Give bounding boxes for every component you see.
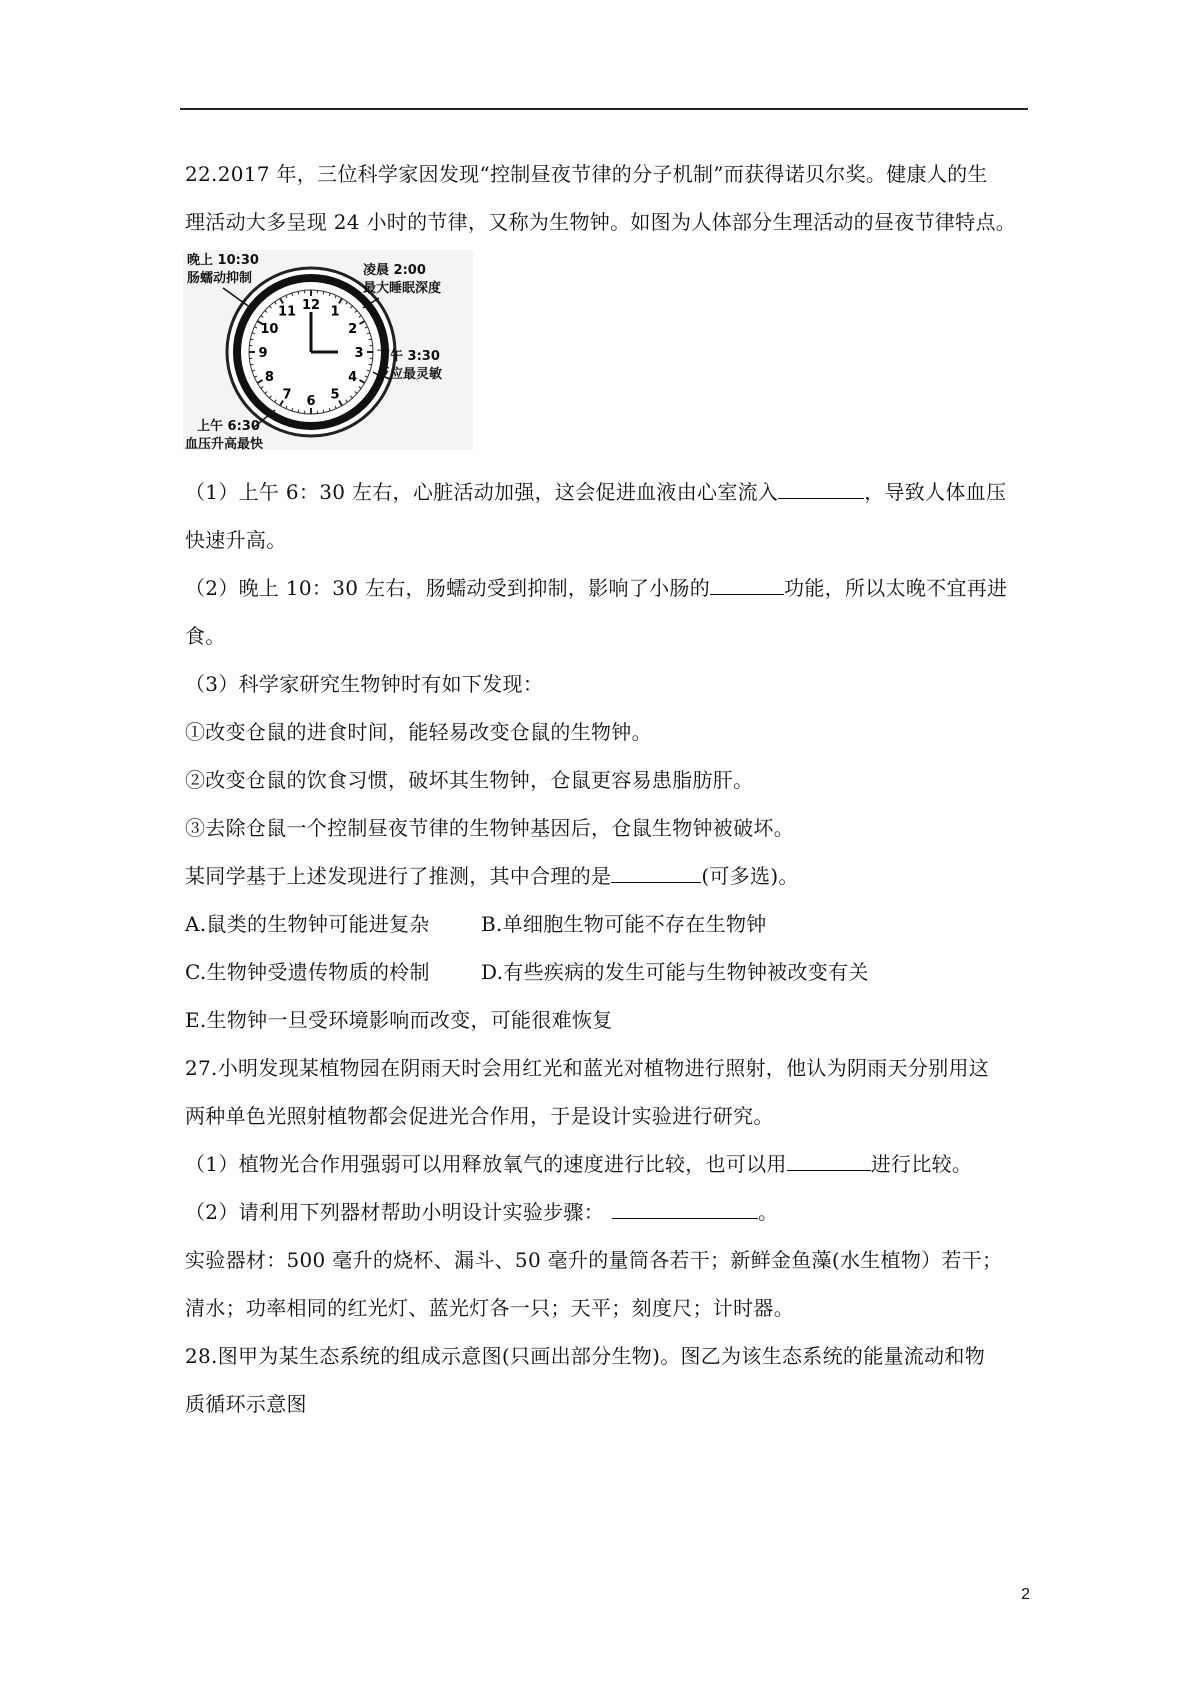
q22-s2-text-b: 功能，所以太晚不宜再进 bbox=[784, 576, 1008, 600]
clock-numeral: 9 bbox=[258, 346, 268, 361]
clock-tick bbox=[369, 339, 372, 340]
finding-1: ①改变仓鼠的进食时间，能轻易改变仓鼠的生物钟。 bbox=[185, 720, 652, 744]
label-bl-desc: 血压升高最快 bbox=[185, 437, 264, 450]
q22-line1: 22.2017 年，三位科学家因发现“控制昼夜节律的分子机制”而获得诺贝尔奖。健康人的生 bbox=[185, 162, 988, 186]
finding-2: ②改变仓鼠的饮食习惯，破坏其生物钟，仓鼠更容易患脂肪肝。 bbox=[185, 768, 754, 792]
answer-blank-3[interactable] bbox=[611, 862, 701, 883]
clock-figure bbox=[183, 250, 473, 450]
option-b: B.单细胞生物可能不存在生物钟 bbox=[481, 912, 767, 936]
label-tr-time: 凌晨 2:00 bbox=[363, 263, 426, 278]
q27-materials-2: 清水；功率相同的红光灯、蓝光灯各一只；天平；刻度尺；计时器。 bbox=[185, 1296, 794, 1320]
label-r-time: 下午 3:30 bbox=[377, 349, 440, 364]
header-rule bbox=[180, 108, 1028, 110]
option-a: A.鼠类的生物钟可能进复杂 bbox=[185, 912, 430, 936]
answer-blank-2[interactable] bbox=[710, 574, 784, 595]
clock-diagram bbox=[183, 250, 473, 450]
q27-s1-text-b: 进行比较。 bbox=[870, 1152, 973, 1176]
q22-s3: （3）科学家研究生物钟时有如下发现： bbox=[185, 672, 544, 696]
clock-numeral: 5 bbox=[330, 387, 340, 403]
answer-blank-4[interactable] bbox=[787, 1150, 871, 1171]
clock-numeral: 7 bbox=[282, 387, 292, 403]
q27-s1 bbox=[185, 1148, 1028, 1177]
q22-s1-line2: 快速升高。 bbox=[185, 528, 287, 552]
clock-numeral: 10 bbox=[260, 322, 279, 337]
label-r-desc: 反应最灵敏 bbox=[377, 367, 443, 382]
q27-line1: 27.小明发现某植物园在阴雨天时会用红光和蓝光对植物进行照射，他认为阴雨天分别用这 bbox=[185, 1056, 990, 1080]
clock-numeral: 12 bbox=[301, 298, 321, 313]
label-tl-time: 晚上 10:30 bbox=[187, 253, 259, 268]
clock-numeral: 3 bbox=[354, 346, 364, 361]
clock-numeral: 2 bbox=[348, 322, 358, 337]
clock-tick bbox=[298, 291, 299, 294]
option-d: D.有些疾病的发生可能与生物钟被改变有关 bbox=[481, 960, 869, 984]
label-bl-time: 上午 6:30 bbox=[197, 419, 260, 434]
q28-line1: 28.图甲为某生态系统的组成示意图(只画出部分生物)。图乙为该生态系统的能量流动和物 bbox=[185, 1344, 986, 1368]
q22-s1-text-a: （1）上午 6：30 左右，心脏活动加强，这会促进血液由心室流入 bbox=[185, 480, 779, 504]
q22-s2-line2: 食。 bbox=[185, 624, 226, 648]
page-number: 2 bbox=[1021, 1586, 1030, 1603]
label-tr-desc: 最大睡眠深度 bbox=[363, 281, 442, 296]
q27-s2 bbox=[185, 1196, 1028, 1225]
clock-tick bbox=[323, 410, 324, 413]
label-tl-desc: 肠蠕动抑制 bbox=[187, 271, 253, 286]
option-e: E.生物钟一旦受环境影响而改变，可能很难恢复 bbox=[185, 1008, 613, 1032]
q22-line2: 理活动大多呈现 24 小时的节律，又称为生物钟。如图为人体部分生理活动的昼夜节律特点。 bbox=[185, 210, 1017, 234]
q22-ask bbox=[185, 860, 1028, 889]
clock-tick bbox=[250, 364, 253, 365]
clock-numeral: 1 bbox=[330, 304, 340, 320]
options-row-2 bbox=[185, 956, 1028, 985]
clock-numeral: 6 bbox=[306, 394, 316, 409]
clock-numeral: 4 bbox=[348, 370, 358, 385]
q28-line2: 质循环示意图 bbox=[185, 1392, 307, 1416]
q27-s1-text-a: （1）植物光合作用强弱可以用释放氧气的速度进行比较，也可以用 bbox=[185, 1152, 787, 1176]
q27-s2-text-b: 。 bbox=[758, 1200, 779, 1224]
clock-tick bbox=[298, 410, 299, 413]
q22-ask-text: 某同学基于上述发现进行了推测，其中合理的是 bbox=[185, 864, 612, 888]
option-c: C.生物钟受遗传物质的柃制 bbox=[185, 960, 430, 984]
q22-s2-line1 bbox=[185, 572, 1028, 601]
options-row-1 bbox=[185, 908, 1028, 937]
answer-blank-1[interactable] bbox=[778, 478, 864, 499]
clock-tick bbox=[323, 291, 324, 294]
q22-s2-text-a: （2）晚上 10：30 左右，肠蠕动受到抑制，影响了小肠的 bbox=[185, 576, 711, 600]
q22-s1-line1 bbox=[185, 476, 1028, 505]
q27-s2-text-a: （2）请利用下列器材帮助小明设计实验步骤： bbox=[185, 1200, 605, 1224]
q22-s1-text-b: ，导致人体血压 bbox=[864, 480, 1007, 504]
clock-tick bbox=[369, 364, 372, 365]
answer-blank-5[interactable] bbox=[612, 1198, 758, 1219]
clock-tick bbox=[250, 339, 253, 340]
clock-numeral: 8 bbox=[264, 370, 274, 385]
clock-numeral: 11 bbox=[277, 304, 297, 320]
q27-line2: 两种单色光照射植物都会促进光合作用，于是设计实验进行研究。 bbox=[185, 1104, 774, 1128]
q22-ask-suffix: (可多选)。 bbox=[701, 864, 799, 888]
q27-materials-1: 实验器材：500 毫升的烧杯、漏斗、50 毫升的量筒各若干；新鲜金鱼藻(水生植物）若干； bbox=[185, 1248, 1003, 1272]
finding-3: ③去除仓鼠一个控制昼夜节律的生物钟基因后，仓鼠生物钟被破坏。 bbox=[185, 816, 794, 840]
